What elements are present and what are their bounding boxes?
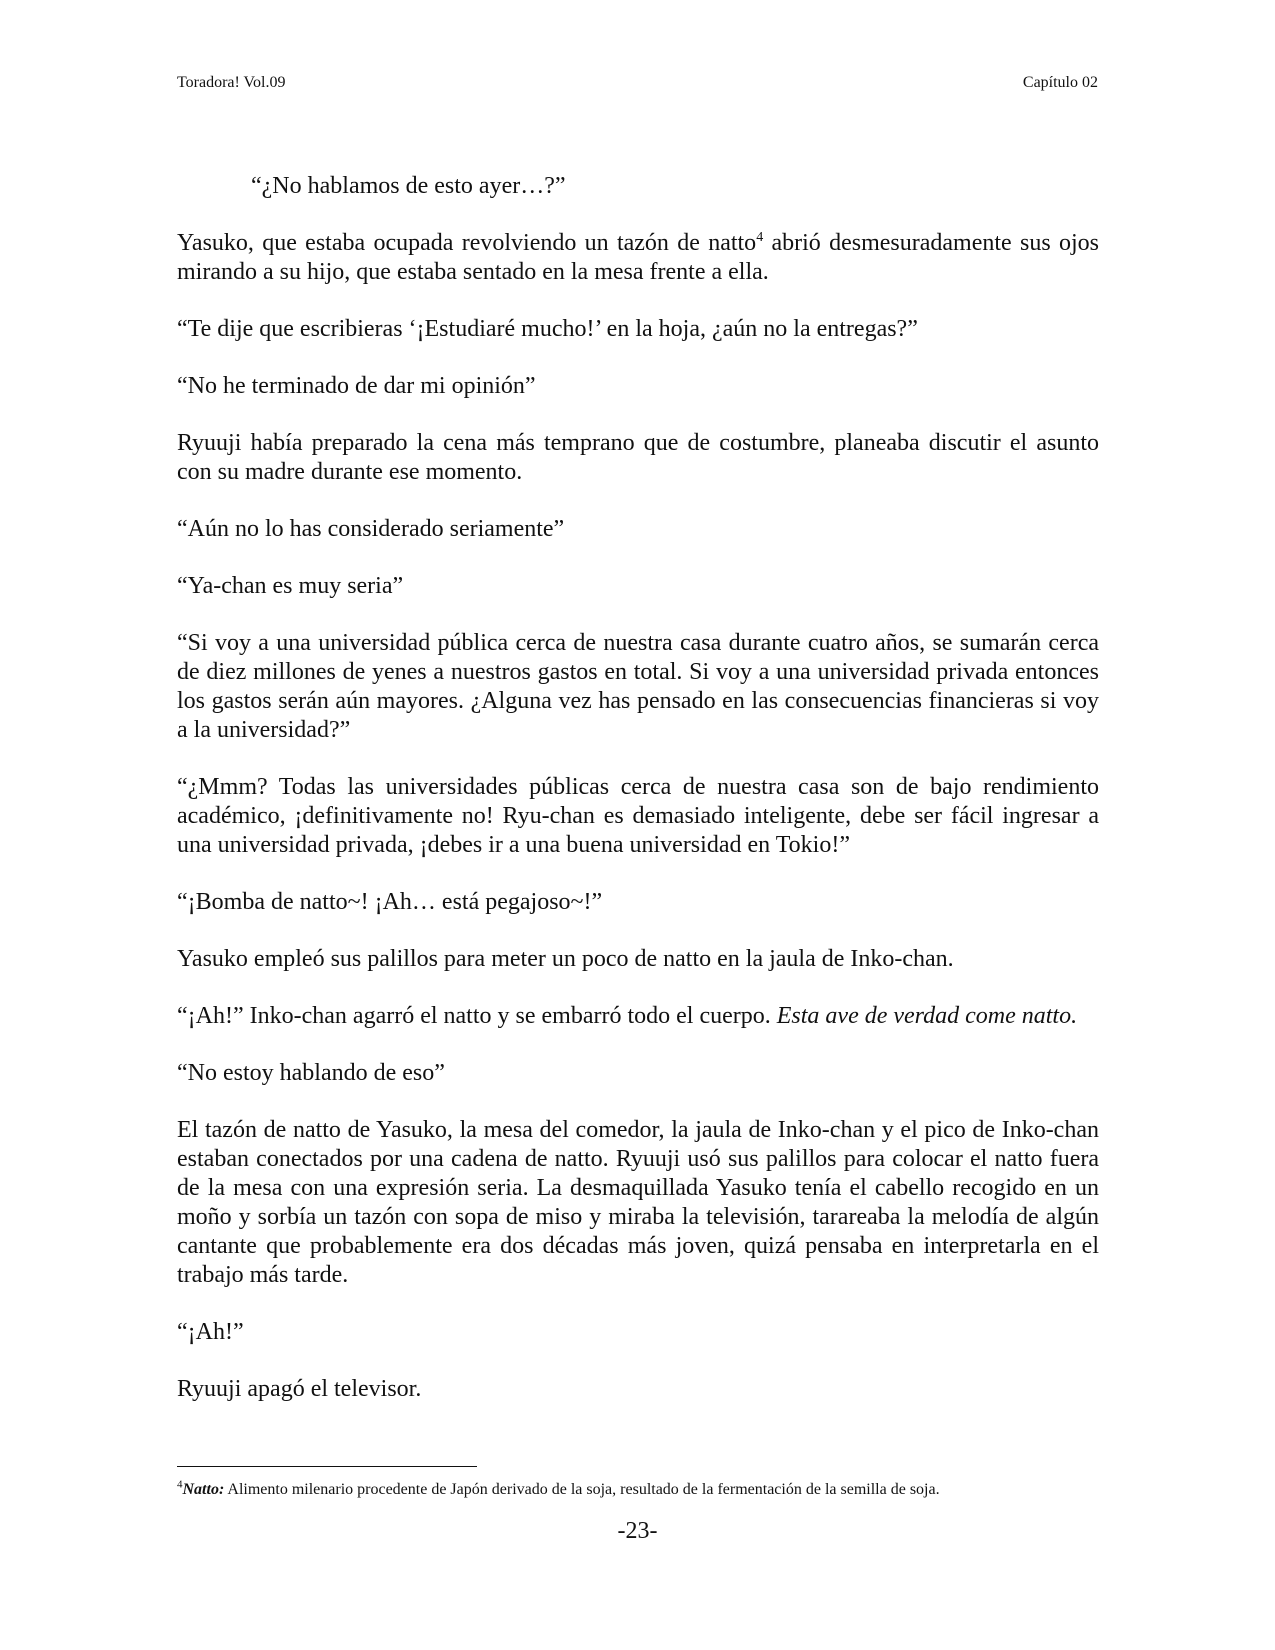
paragraph (177, 229, 1099, 287)
paragraph: “¿No hablamos de esto ayer…?” (251, 173, 566, 199)
paragraph: “¿Mmm? Todas las universidades públicas cerca de nuestra casa son de bajo rendimiento académico, ¡definitivamente no! Ryu-chan es demasiado inteligente, debe ser fácil ingresar a una universidad privada, ¡debes ir a una buena universidad en Tokio!” (177, 774, 1099, 858)
paragraph: “Si voy a una universidad pública cerca de nuestra casa durante cuatro años, se sumarán cerca de diez millones de yenes a nuestros gastos en total. Si voy a una universidad privada entonces los gastos serán aún mayores. ¿Alguna vez has pensado en las consecuencias financieras si voy a la universidad?” (177, 630, 1099, 743)
paragraph-text: Yasuko, que estaba ocupada revolviendo un tazón de natto (177, 230, 757, 256)
paragraph: “Ya-chan es muy seria” (177, 573, 404, 599)
page-number: -23- (617, 1518, 658, 1544)
paragraph-text: abrió desmesuradamente sus ojos mirando a su hijo, que estaba sentado en la mesa frente a ella. (177, 230, 1099, 285)
paragraph: Ryuuji apagó el televisor. (177, 1376, 422, 1402)
paragraph: “¡Bomba de natto~! ¡Ah… está pegajoso~!” (177, 889, 603, 915)
paragraph: Ryuuji había preparado la cena más temprano que de costumbre, planeaba discutir el asunto con su madre durante ese momento. (177, 430, 1099, 485)
paragraph: “Te dije que escribieras ‘¡Estudiaré mucho!’ en la hoja, ¿aún no la entregas?” (177, 316, 918, 342)
running-header-title: Toradora! Vol.09 (177, 74, 286, 91)
paragraph: El tazón de natto de Yasuko, la mesa del comedor, la jaula de Inko-chan y el pico de Inko-chan estaban conectados por una cadena de natto. Ryuuji usó sus palillos para colocar el natto fuera de la mesa con una expresión seria. La desmaquillada Yasuko tenía el cabello recogido en un moño y sorbía un tazón con sopa de miso y miraba la televisión, tarareaba la melodía de algún cantante que probablemente era dos décadas más joven, quizá pensaba en interpretarla en el trabajo más tarde. (177, 1117, 1099, 1288)
footnote-separator (177, 1466, 477, 1467)
paragraph: “No he terminado de dar mi opinión” (177, 373, 536, 399)
footnote-term: Natto: (182, 1481, 225, 1498)
paragraph: “No estoy hablando de eso” (177, 1060, 445, 1086)
running-header-chapter: Capítulo 02 (1022, 74, 1098, 91)
paragraph: “¡Ah!” (177, 1319, 244, 1345)
paragraph: Yasuko empleó sus palillos para meter un poco de natto en la jaula de Inko-chan. (177, 946, 954, 972)
footnote-number: 4 (177, 1478, 183, 1491)
footnote (177, 1480, 1117, 1500)
paragraph-text: “¡Ah!” Inko-chan agarró el natto y se embarró todo el cuerpo. (177, 1003, 777, 1029)
footnote-reference: 4 (756, 230, 764, 245)
paragraph (177, 1002, 1099, 1031)
footnote-text: Alimento milenario procedente de Japón derivado de la soja, resultado de la fermentación de la semilla de soja. (224, 1481, 940, 1498)
body-text (177, 172, 1099, 1404)
italic-text: Esta ave de verdad come natto. (776, 1003, 1078, 1029)
paragraph: “Aún no lo has considerado seriamente” (177, 516, 565, 542)
